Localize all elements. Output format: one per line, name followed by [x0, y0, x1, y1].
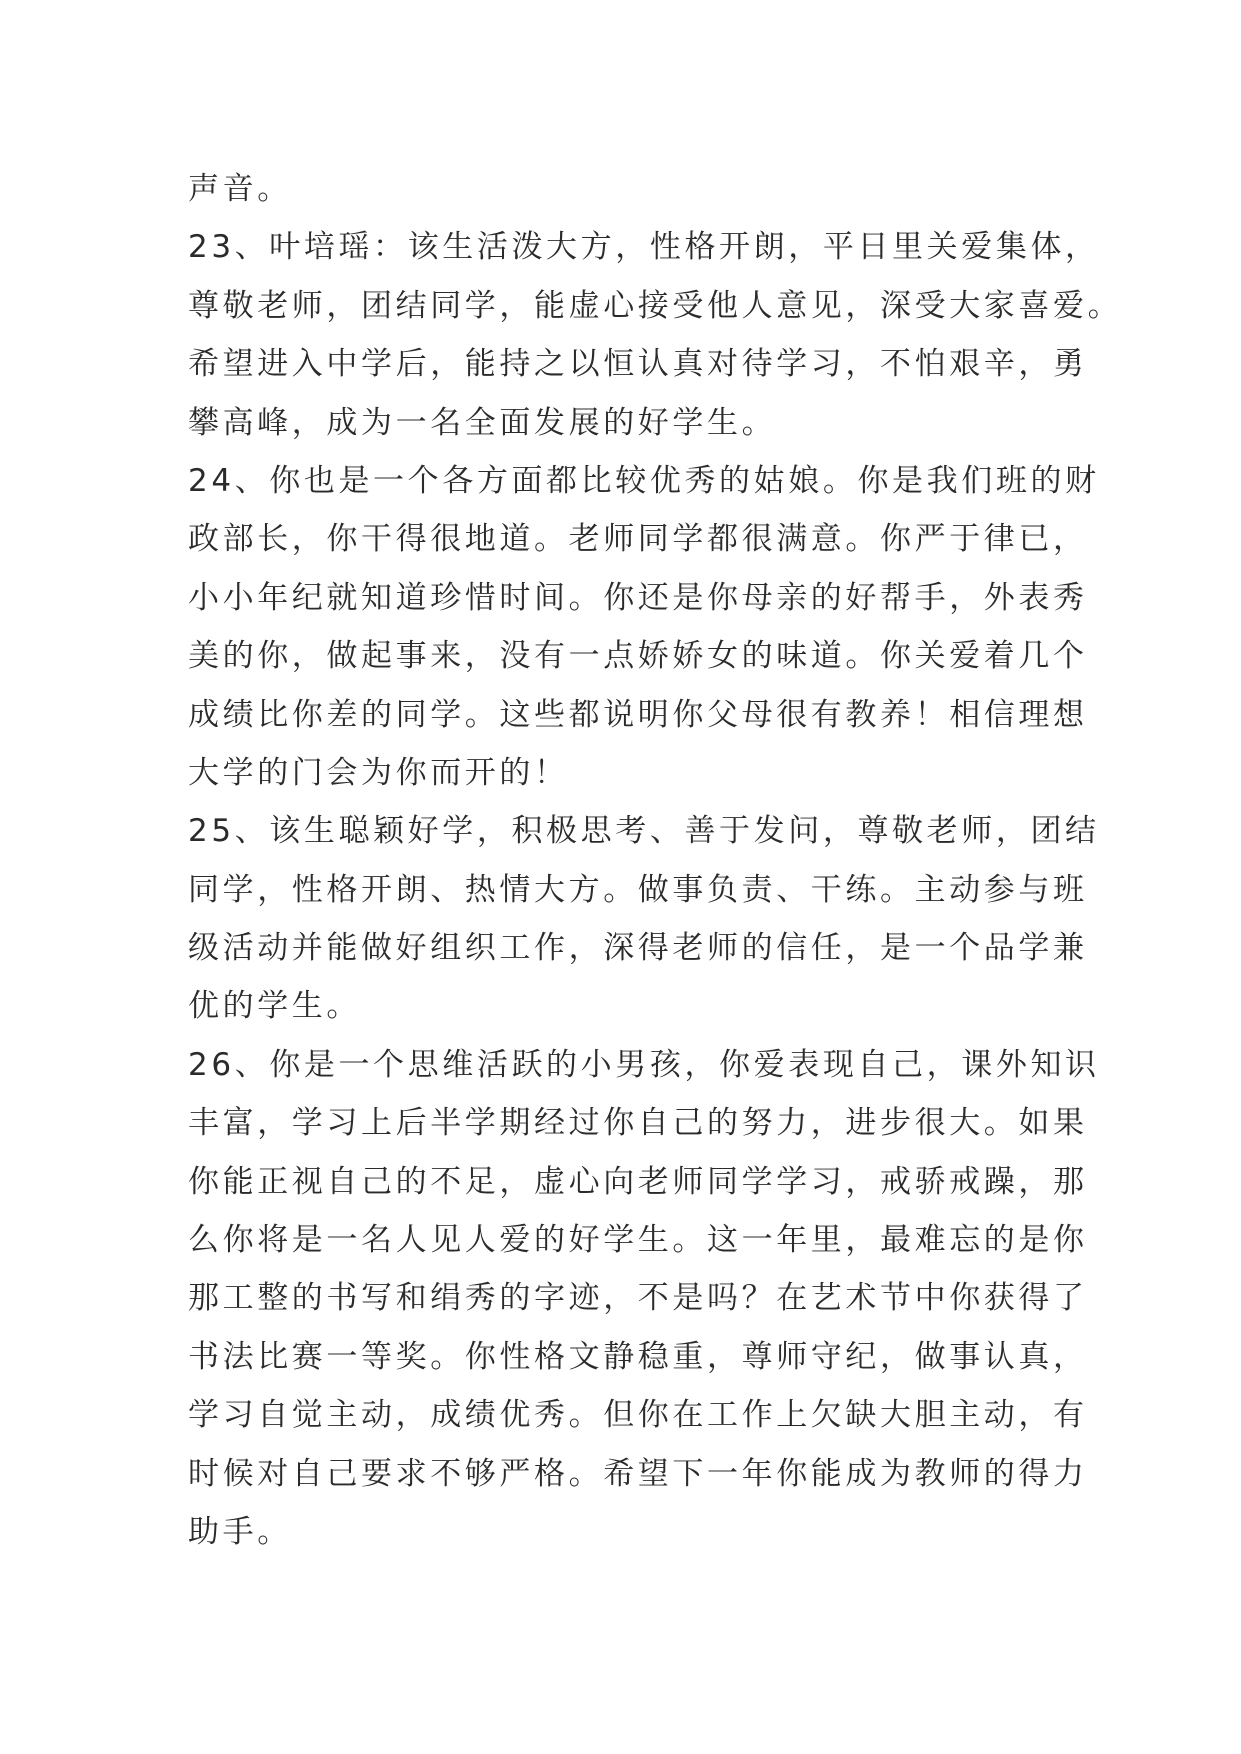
text-line: 时候对自己要求不够严格。希望下一年你能成为教师的得力 — [188, 1455, 1088, 1492]
text-line: 书法比赛一等奖。你性格文静稳重，尊师守纪，做事认真， — [188, 1338, 1088, 1375]
text-line: 你能正视自己的不足，虚心向老师同学学习，戒骄戒躁，那 — [188, 1163, 1088, 1200]
text-line: 25、该生聪颖好学，积极思考、善于发问，尊敬老师，团结 — [188, 813, 1100, 850]
text-line: 级活动并能做好组织工作，深得老师的信任，是一个品学兼 — [188, 930, 1088, 967]
text-line: 攀高峰，成为一名全面发展的好学生。 — [188, 404, 777, 441]
text-line: 成绩比你差的同学。这些都说明你父母很有教养！相信理想 — [188, 696, 1088, 733]
text-line: 那工整的书写和绢秀的字迹，不是吗？在艺术节中你获得了 — [188, 1280, 1088, 1317]
text-line: 么你将是一名人见人爱的好学生。这一年里，最难忘的是你 — [188, 1222, 1088, 1259]
text-line: 美的你，做起事来，没有一点娇娇女的味道。你关爱着几个 — [188, 638, 1088, 675]
text-line: 丰富，学习上后半学期经过你自己的努力，进步很大。如果 — [188, 1105, 1088, 1142]
text-line: 尊敬老师，团结同学，能虚心接受他人意见，深受大家喜爱。 — [188, 287, 1123, 324]
text-line: 大学的门会为你而开的！ — [188, 754, 569, 791]
text-line: 23、叶培瑶：该生活泼大方，性格开朗，平日里关爱集体， — [188, 229, 1100, 266]
text-line: 同学，性格开朗、热情大方。做事负责、干练。主动参与班 — [188, 871, 1088, 908]
text-line: 学习自觉主动，成绩优秀。但你在工作上欠缺大胆主动，有 — [188, 1397, 1088, 1434]
text-line: 声音。 — [188, 171, 292, 207]
text-line: 希望进入中学后，能持之以恒认真对待学习，不怕艰辛，勇 — [188, 346, 1088, 383]
text-line: 助手。 — [188, 1513, 292, 1550]
text-line: 26、你是一个思维活跃的小男孩，你爱表现自己，课外知识 — [188, 1046, 1100, 1083]
text-line: 优的学生。 — [188, 988, 361, 1025]
text-line: 政部长，你干得很地道。老师同学都很满意。你严于律已， — [188, 521, 1088, 558]
text-line: 24、你也是一个各方面都比较优秀的姑娘。你是我们班的财 — [188, 462, 1100, 499]
text-line: 小小年纪就知道珍惜时间。你还是你母亲的好帮手，外表秀 — [188, 579, 1088, 616]
comment-text-block — [188, 160, 1123, 1561]
